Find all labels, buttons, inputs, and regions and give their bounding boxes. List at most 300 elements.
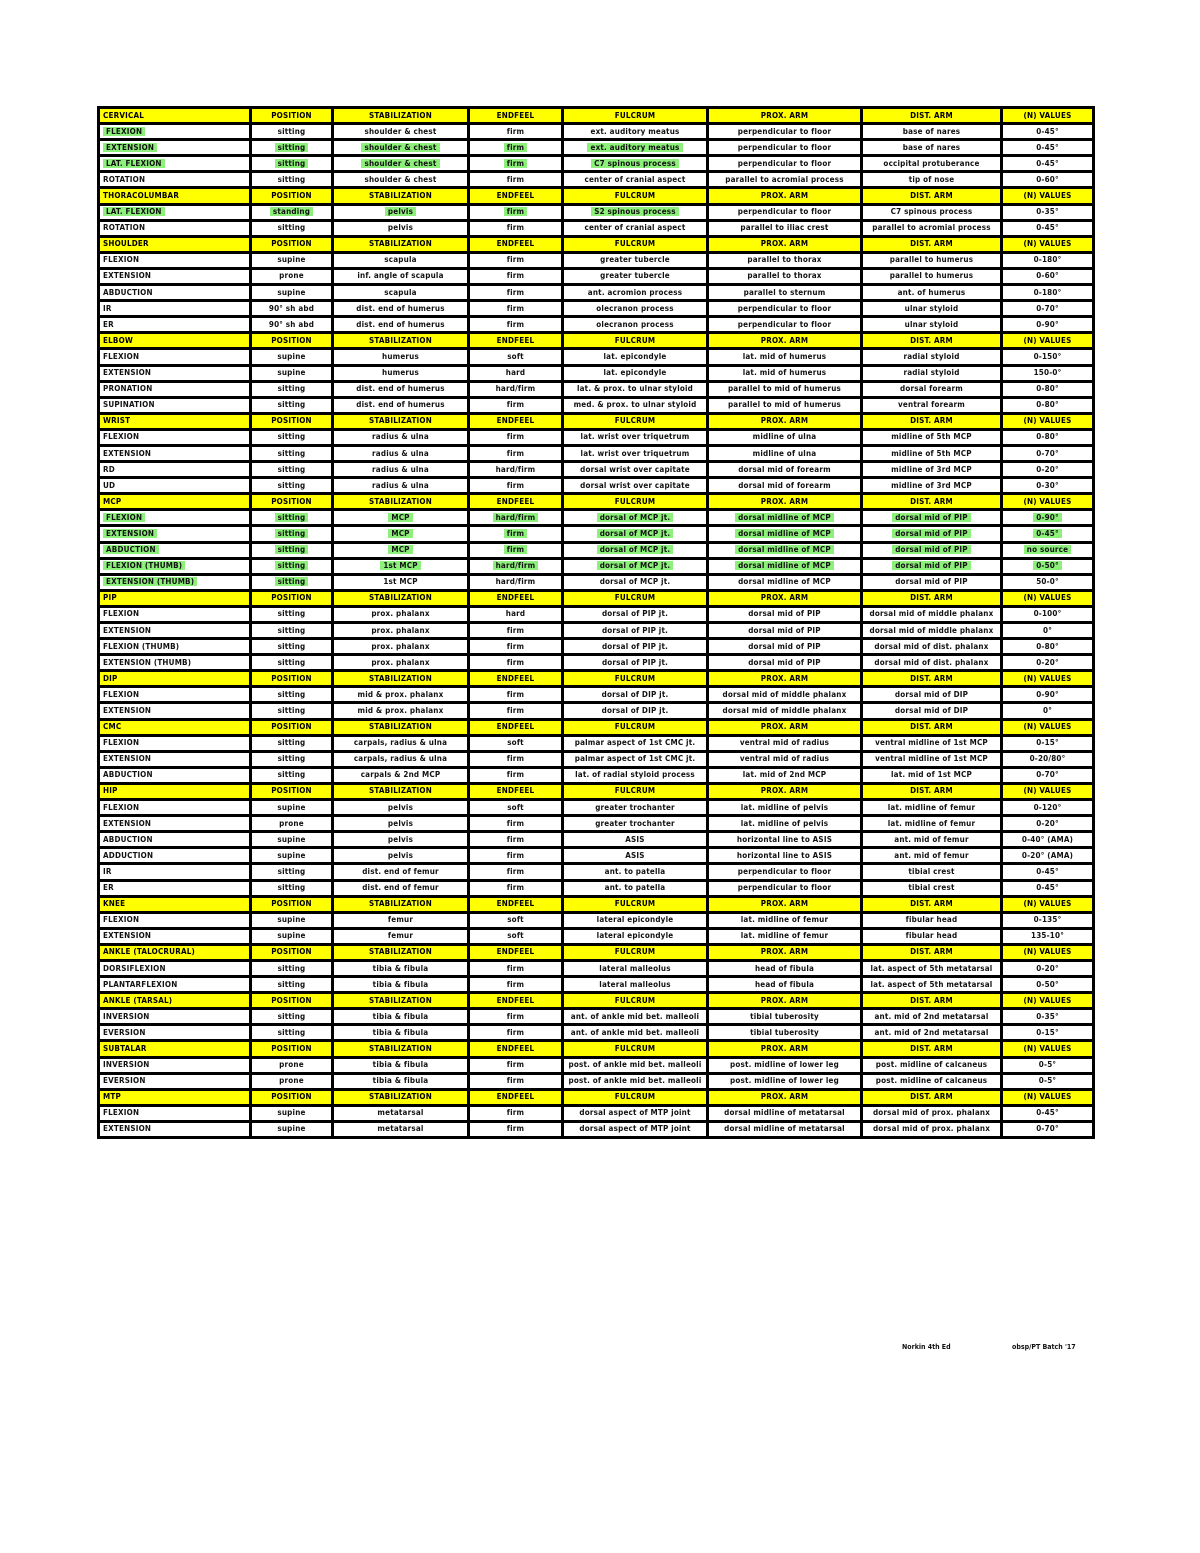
column-header-position: POSITION <box>251 108 333 124</box>
cell-prox-arm: lat. mid of humerus <box>708 365 862 381</box>
cell-prox-arm: parallel to mid of humerus <box>708 381 862 397</box>
table-row <box>99 365 1094 381</box>
cell-joint-motion: EXTENSION <box>99 928 251 944</box>
cell-normal-values: 0-5° <box>1002 1073 1094 1089</box>
cell-prox-arm: head of fibula <box>708 977 862 993</box>
column-header-stabilization: STABILIZATION <box>333 333 469 349</box>
cell-normal-values: 0-150° <box>1002 349 1094 365</box>
cell-fulcrum: dorsal of PIP jt. <box>563 606 708 622</box>
column-header-prox-arm: PROX. ARM <box>708 590 862 606</box>
section-name: HIP <box>99 783 251 799</box>
highlighted-text: 1st MCP <box>380 561 420 570</box>
cell-normal-values: 0-20° <box>1002 655 1094 671</box>
cell-prox-arm: perpendicular to floor <box>708 140 862 156</box>
cell-position: sitting <box>251 639 333 655</box>
cell-fulcrum: ext. auditory meatus <box>563 124 708 140</box>
cell-stabilization: prox. phalanx <box>333 655 469 671</box>
cell-normal-values: 0-135° <box>1002 912 1094 928</box>
highlighted-text: S2 spinous process <box>591 207 679 216</box>
cell-stabilization: humerus <box>333 365 469 381</box>
cell-prox-arm: head of fibula <box>708 960 862 976</box>
table-row <box>99 156 1094 172</box>
highlighted-text: dorsal mid of PIP <box>892 561 971 570</box>
cell-endfeel: firm <box>469 1009 563 1025</box>
cell-prox-arm: dorsal mid of PIP <box>708 639 862 655</box>
cell-endfeel: firm <box>469 1121 563 1137</box>
cell-endfeel <box>469 558 563 574</box>
column-header-position: POSITION <box>251 896 333 912</box>
highlighted-text: firm <box>504 529 527 538</box>
cell-stabilization: prox. phalanx <box>333 623 469 639</box>
highlighted-text: LAT. FLEXION <box>103 159 165 168</box>
highlighted-text: EXTENSION (THUMB) <box>103 577 197 586</box>
cell-position: supine <box>251 252 333 268</box>
highlighted-text: dorsal midline of MCP <box>735 529 834 538</box>
rom-table-body <box>99 108 1094 1138</box>
highlighted-text: LAT. FLEXION <box>103 207 165 216</box>
column-header-fulcrum: FULCRUM <box>563 671 708 687</box>
table-row <box>99 912 1094 928</box>
cell-fulcrum: center of cranial aspect <box>563 220 708 236</box>
cell-position: prone <box>251 816 333 832</box>
cell-fulcrum: dorsal of PIP jt. <box>563 639 708 655</box>
cell-prox-arm: dorsal mid of forearm <box>708 462 862 478</box>
cell-dist-arm: dorsal mid of prox. phalanx <box>862 1105 1002 1121</box>
column-header-fulcrum: FULCRUM <box>563 896 708 912</box>
cell-endfeel: firm <box>469 429 563 445</box>
cell-position: sitting <box>251 429 333 445</box>
cell-fulcrum: dorsal of MCP jt. <box>563 574 708 590</box>
table-row <box>99 558 1094 574</box>
cell-joint-motion <box>99 526 251 542</box>
cell-endfeel: firm <box>469 220 563 236</box>
column-header-position: POSITION <box>251 993 333 1009</box>
cell-dist-arm: dorsal mid of dist. phalanx <box>862 639 1002 655</box>
cell-fulcrum: dorsal aspect of MTP joint <box>563 1121 708 1137</box>
cell-joint-motion: ABDUCTION <box>99 832 251 848</box>
table-row <box>99 140 1094 156</box>
cell-position <box>251 526 333 542</box>
cell-joint-motion <box>99 124 251 140</box>
column-header-dist-arm: DIST. ARM <box>862 413 1002 429</box>
column-header-endfeel: ENDFEEL <box>469 413 563 429</box>
cell-endfeel: soft <box>469 800 563 816</box>
cell-stabilization: mid & prox. phalanx <box>333 687 469 703</box>
table-row <box>99 172 1094 188</box>
cell-fulcrum: lat. epicondyle <box>563 349 708 365</box>
cell-dist-arm: ant. mid of femur <box>862 832 1002 848</box>
table-row <box>99 349 1094 365</box>
highlighted-text: dorsal of MCP jt. <box>597 561 674 570</box>
cell-position: supine <box>251 832 333 848</box>
section-header-row <box>99 1089 1094 1105</box>
cell-stabilization: radius & ulna <box>333 445 469 461</box>
highlighted-text: dorsal of MCP jt. <box>597 545 674 554</box>
cell-position <box>251 204 333 220</box>
cell-normal-values <box>1002 542 1094 558</box>
section-header-row <box>99 413 1094 429</box>
cell-position: sitting <box>251 864 333 880</box>
cell-dist-arm: dorsal mid of DIP <box>862 703 1002 719</box>
cell-stabilization: radius & ulna <box>333 429 469 445</box>
cell-endfeel: firm <box>469 445 563 461</box>
column-header-fulcrum: FULCRUM <box>563 993 708 1009</box>
column-header-fulcrum: FULCRUM <box>563 413 708 429</box>
cell-dist-arm: base of nares <box>862 124 1002 140</box>
column-header-endfeel: ENDFEEL <box>469 1041 563 1057</box>
cell-prox-arm: dorsal midline of MCP <box>708 574 862 590</box>
cell-position: 90° sh abd <box>251 317 333 333</box>
cell-normal-values: 0-45° <box>1002 1105 1094 1121</box>
cell-prox-arm: dorsal mid of forearm <box>708 478 862 494</box>
column-header-stabilization: STABILIZATION <box>333 494 469 510</box>
cell-prox-arm: dorsal mid of PIP <box>708 606 862 622</box>
column-header-endfeel: ENDFEEL <box>469 783 563 799</box>
table-row <box>99 574 1094 590</box>
highlighted-text: sitting <box>275 545 309 554</box>
cell-fulcrum: greater trochanter <box>563 816 708 832</box>
column-header-endfeel: ENDFEEL <box>469 108 563 124</box>
cell-position: sitting <box>251 172 333 188</box>
cell-prox-arm: perpendicular to floor <box>708 317 862 333</box>
table-row <box>99 510 1094 526</box>
cell-position: sitting <box>251 767 333 783</box>
cell-endfeel <box>469 204 563 220</box>
cell-dist-arm: midline of 5th MCP <box>862 429 1002 445</box>
column-header-dist-arm: DIST. ARM <box>862 993 1002 1009</box>
cell-position: sitting <box>251 623 333 639</box>
column-header-position: POSITION <box>251 944 333 960</box>
cell-stabilization: shoulder & chest <box>333 124 469 140</box>
column-header-fulcrum: FULCRUM <box>563 719 708 735</box>
column-header-normal-values: (N) VALUES <box>1002 783 1094 799</box>
cell-dist-arm: ulnar styloid <box>862 301 1002 317</box>
table-row <box>99 848 1094 864</box>
column-header-dist-arm: DIST. ARM <box>862 590 1002 606</box>
column-header-normal-values: (N) VALUES <box>1002 719 1094 735</box>
cell-stabilization <box>333 558 469 574</box>
table-row <box>99 1057 1094 1073</box>
column-header-fulcrum: FULCRUM <box>563 1041 708 1057</box>
highlighted-text: ABDUCTION <box>103 545 159 554</box>
cell-stabilization: pelvis <box>333 832 469 848</box>
column-header-stabilization: STABILIZATION <box>333 1041 469 1057</box>
column-header-position: POSITION <box>251 333 333 349</box>
cell-joint-motion: DORSIFLEXION <box>99 960 251 976</box>
cell-joint-motion: FLEXION (THUMB) <box>99 639 251 655</box>
highlighted-text: 0-90° <box>1033 513 1062 522</box>
cell-joint-motion: EXTENSION <box>99 445 251 461</box>
cell-prox-arm: lat. midline of femur <box>708 912 862 928</box>
cell-stabilization: dist. end of humerus <box>333 397 469 413</box>
cell-joint-motion: IR <box>99 864 251 880</box>
cell-prox-arm: parallel to thorax <box>708 252 862 268</box>
section-header-row <box>99 494 1094 510</box>
cell-position <box>251 140 333 156</box>
table-row <box>99 800 1094 816</box>
table-row <box>99 687 1094 703</box>
cell-endfeel <box>469 542 563 558</box>
section-name: MTP <box>99 1089 251 1105</box>
cell-endfeel: firm <box>469 1105 563 1121</box>
highlighted-text: firm <box>504 545 527 554</box>
table-row <box>99 381 1094 397</box>
cell-fulcrum <box>563 140 708 156</box>
cell-fulcrum: lat. & prox. to ulnar styloid <box>563 381 708 397</box>
section-name: SUBTALAR <box>99 1041 251 1057</box>
cell-fulcrum: dorsal wrist over capitate <box>563 462 708 478</box>
cell-joint-motion: PRONATION <box>99 381 251 397</box>
cell-prox-arm: perpendicular to floor <box>708 864 862 880</box>
table-row <box>99 542 1094 558</box>
table-row <box>99 204 1094 220</box>
cell-endfeel: hard <box>469 606 563 622</box>
column-header-normal-values: (N) VALUES <box>1002 1089 1094 1105</box>
cell-stabilization: tibia & fibula <box>333 1009 469 1025</box>
table-row <box>99 767 1094 783</box>
cell-position: 90° sh abd <box>251 301 333 317</box>
section-name: KNEE <box>99 896 251 912</box>
rom-sheet <box>97 106 1092 1139</box>
section-header-row <box>99 783 1094 799</box>
cell-joint-motion: EVERSION <box>99 1025 251 1041</box>
table-row <box>99 1121 1094 1137</box>
cell-fulcrum: dorsal aspect of MTP joint <box>563 1105 708 1121</box>
cell-joint-motion: UD <box>99 478 251 494</box>
column-header-prox-arm: PROX. ARM <box>708 993 862 1009</box>
column-header-stabilization: STABILIZATION <box>333 188 469 204</box>
highlighted-text: firm <box>504 159 527 168</box>
column-header-endfeel: ENDFEEL <box>469 896 563 912</box>
cell-joint-motion: FLEXION <box>99 252 251 268</box>
table-row <box>99 928 1094 944</box>
cell-dist-arm: dorsal mid of DIP <box>862 687 1002 703</box>
column-header-position: POSITION <box>251 1089 333 1105</box>
cell-joint-motion: EXTENSION <box>99 623 251 639</box>
cell-stabilization <box>333 156 469 172</box>
cell-endfeel: firm <box>469 864 563 880</box>
cell-endfeel: firm <box>469 268 563 284</box>
cell-endfeel: firm <box>469 623 563 639</box>
cell-prox-arm: lat. midline of femur <box>708 928 862 944</box>
cell-prox-arm: tibial tuberosity <box>708 1009 862 1025</box>
cell-position: sitting <box>251 703 333 719</box>
cell-stabilization: femur <box>333 912 469 928</box>
column-header-stabilization: STABILIZATION <box>333 590 469 606</box>
cell-fulcrum: lat. of radial styloid process <box>563 767 708 783</box>
cell-joint-motion: EXTENSION <box>99 816 251 832</box>
cell-fulcrum <box>563 526 708 542</box>
column-header-endfeel: ENDFEEL <box>469 993 563 1009</box>
cell-fulcrum: med. & prox. to ulnar styloid <box>563 397 708 413</box>
column-header-fulcrum: FULCRUM <box>563 1089 708 1105</box>
cell-fulcrum <box>563 156 708 172</box>
cell-stabilization: metatarsal <box>333 1105 469 1121</box>
cell-dist-arm: midline of 5th MCP <box>862 445 1002 461</box>
column-header-dist-arm: DIST. ARM <box>862 1089 1002 1105</box>
column-header-fulcrum: FULCRUM <box>563 494 708 510</box>
cell-stabilization: femur <box>333 928 469 944</box>
cell-normal-values: 150-0° <box>1002 365 1094 381</box>
column-header-dist-arm: DIST. ARM <box>862 188 1002 204</box>
cell-joint-motion: EXTENSION <box>99 365 251 381</box>
cell-dist-arm: ant. mid of femur <box>862 848 1002 864</box>
table-row <box>99 301 1094 317</box>
cell-endfeel: hard/firm <box>469 462 563 478</box>
cell-fulcrum: ant. to patella <box>563 880 708 896</box>
cell-normal-values <box>1002 558 1094 574</box>
cell-endfeel <box>469 526 563 542</box>
cell-endfeel: firm <box>469 1073 563 1089</box>
highlighted-text: shoulder & chest <box>361 143 439 152</box>
cell-position: supine <box>251 928 333 944</box>
cell-prox-arm: post. midline of lower leg <box>708 1057 862 1073</box>
cell-fulcrum: palmar aspect of 1st CMC jt. <box>563 735 708 751</box>
table-row <box>99 285 1094 301</box>
column-header-dist-arm: DIST. ARM <box>862 108 1002 124</box>
cell-joint-motion: FLEXION <box>99 429 251 445</box>
cell-position: sitting <box>251 397 333 413</box>
cell-dist-arm: tibial crest <box>862 880 1002 896</box>
table-row <box>99 816 1094 832</box>
cell-prox-arm: dorsal mid of PIP <box>708 655 862 671</box>
cell-joint-motion: RD <box>99 462 251 478</box>
cell-fulcrum: post. of ankle mid bet. malleoli <box>563 1073 708 1089</box>
cell-prox-arm: lat. midline of pelvis <box>708 800 862 816</box>
cell-position: sitting <box>251 381 333 397</box>
cell-endfeel: firm <box>469 880 563 896</box>
cell-fulcrum: dorsal of DIP jt. <box>563 703 708 719</box>
cell-normal-values: 0-15° <box>1002 1025 1094 1041</box>
column-header-fulcrum: FULCRUM <box>563 236 708 252</box>
cell-dist-arm: parallel to humerus <box>862 268 1002 284</box>
cell-prox-arm: perpendicular to floor <box>708 880 862 896</box>
cell-fulcrum <box>563 558 708 574</box>
column-header-dist-arm: DIST. ARM <box>862 783 1002 799</box>
highlighted-text: sitting <box>275 577 309 586</box>
cell-stabilization: tibia & fibula <box>333 960 469 976</box>
cell-endfeel: firm <box>469 655 563 671</box>
table-row <box>99 526 1094 542</box>
column-header-prox-arm: PROX. ARM <box>708 783 862 799</box>
rom-table <box>97 106 1095 1139</box>
cell-prox-arm: horizontal line to ASIS <box>708 832 862 848</box>
section-header-row <box>99 236 1094 252</box>
cell-normal-values: 0-45° <box>1002 864 1094 880</box>
highlighted-text: dorsal midline of MCP <box>735 513 834 522</box>
cell-prox-arm: tibial tuberosity <box>708 1025 862 1041</box>
column-header-stabilization: STABILIZATION <box>333 1089 469 1105</box>
highlighted-text: firm <box>504 143 527 152</box>
table-row <box>99 1009 1094 1025</box>
cell-endfeel: firm <box>469 172 563 188</box>
cell-joint-motion: ABDUCTION <box>99 285 251 301</box>
highlighted-text: sitting <box>275 561 309 570</box>
column-header-position: POSITION <box>251 236 333 252</box>
cell-endfeel: firm <box>469 639 563 655</box>
table-row <box>99 864 1094 880</box>
column-header-endfeel: ENDFEEL <box>469 188 563 204</box>
cell-endfeel: firm <box>469 687 563 703</box>
column-header-stabilization: STABILIZATION <box>333 413 469 429</box>
cell-normal-values: 0-35° <box>1002 1009 1094 1025</box>
cell-position: prone <box>251 1073 333 1089</box>
cell-normal-values: 0-40° (AMA) <box>1002 832 1094 848</box>
cell-joint-motion: FLEXION <box>99 606 251 622</box>
table-row <box>99 623 1094 639</box>
column-header-dist-arm: DIST. ARM <box>862 236 1002 252</box>
cell-position: sitting <box>251 655 333 671</box>
column-header-stabilization: STABILIZATION <box>333 944 469 960</box>
cell-dist-arm <box>862 558 1002 574</box>
section-name: ELBOW <box>99 333 251 349</box>
cell-position: sitting <box>251 478 333 494</box>
cell-normal-values: 0-80° <box>1002 429 1094 445</box>
cell-position: sitting <box>251 220 333 236</box>
cell-endfeel: soft <box>469 735 563 751</box>
cell-prox-arm: lat. mid of 2nd MCP <box>708 767 862 783</box>
table-row <box>99 317 1094 333</box>
cell-normal-values: 50-0° <box>1002 574 1094 590</box>
cell-dist-arm: lat. aspect of 5th metatarsal <box>862 960 1002 976</box>
cell-position: prone <box>251 268 333 284</box>
cell-normal-values: 135-10° <box>1002 928 1094 944</box>
cell-position: sitting <box>251 687 333 703</box>
cell-endfeel: firm <box>469 1025 563 1041</box>
column-header-position: POSITION <box>251 188 333 204</box>
cell-endfeel: firm <box>469 848 563 864</box>
column-header-fulcrum: FULCRUM <box>563 188 708 204</box>
column-header-prox-arm: PROX. ARM <box>708 333 862 349</box>
cell-endfeel: hard/firm <box>469 574 563 590</box>
cell-stabilization: scapula <box>333 252 469 268</box>
cell-endfeel <box>469 510 563 526</box>
highlighted-text: sitting <box>275 513 309 522</box>
cell-prox-arm <box>708 526 862 542</box>
cell-joint-motion: FLEXION <box>99 912 251 928</box>
cell-position: sitting <box>251 462 333 478</box>
column-header-endfeel: ENDFEEL <box>469 494 563 510</box>
cell-joint-motion: ER <box>99 317 251 333</box>
table-row <box>99 655 1094 671</box>
cell-dist-arm: post. midline of calcaneus <box>862 1073 1002 1089</box>
cell-fulcrum: greater tubercle <box>563 268 708 284</box>
cell-prox-arm: midline of ulna <box>708 429 862 445</box>
cell-stabilization: dist. end of humerus <box>333 317 469 333</box>
column-header-dist-arm: DIST. ARM <box>862 333 1002 349</box>
cell-prox-arm: perpendicular to floor <box>708 301 862 317</box>
cell-prox-arm: dorsal midline of metatarsal <box>708 1105 862 1121</box>
column-header-stabilization: STABILIZATION <box>333 108 469 124</box>
cell-fulcrum: ant. acromion process <box>563 285 708 301</box>
cell-prox-arm: perpendicular to floor <box>708 204 862 220</box>
cell-stabilization <box>333 510 469 526</box>
table-row <box>99 735 1094 751</box>
cell-fulcrum: ant. of ankle mid bet. malleoli <box>563 1025 708 1041</box>
table-row <box>99 1105 1094 1121</box>
cell-prox-arm: dorsal mid of middle phalanx <box>708 703 862 719</box>
highlighted-text: dorsal midline of MCP <box>735 561 834 570</box>
table-row <box>99 1025 1094 1041</box>
cell-endfeel <box>469 140 563 156</box>
cell-dist-arm: ulnar styloid <box>862 317 1002 333</box>
highlighted-text: dorsal mid of PIP <box>892 513 971 522</box>
cell-position <box>251 510 333 526</box>
cell-stabilization: pelvis <box>333 220 469 236</box>
cell-normal-values: 0-80° <box>1002 381 1094 397</box>
table-row <box>99 397 1094 413</box>
cell-prox-arm: parallel to sternum <box>708 285 862 301</box>
